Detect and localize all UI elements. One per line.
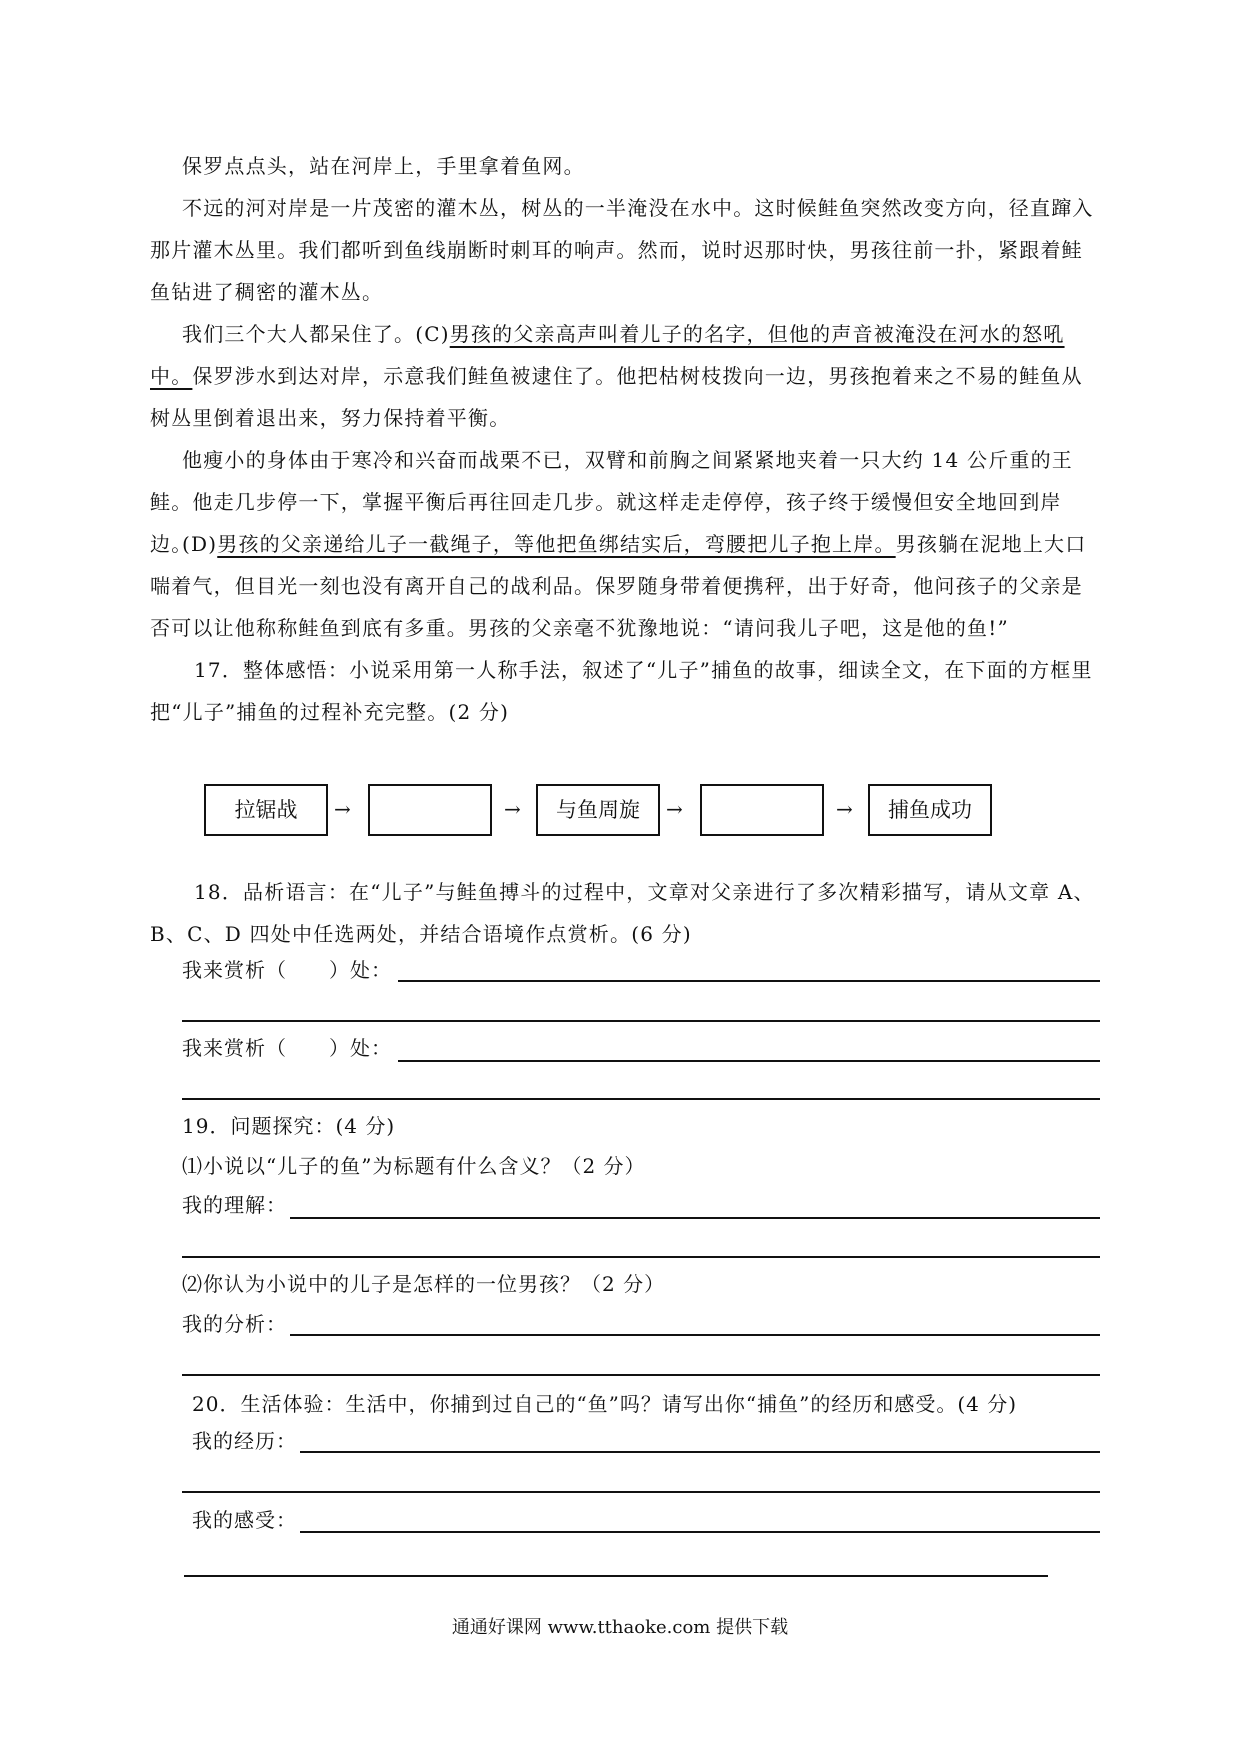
paragraph-3-lead: 我们三个大人都呆住了。(C) bbox=[182, 322, 450, 346]
paragraph-5-rest: 男孩躺在泥地上大口喘着气，但目光一刻也没有离开自己的战利品。保罗随身带着便携秤，出于好奇，他问孩子的父亲是否可以让他称称鲑鱼到底有多重。男孩的父亲毫不犹豫地说：“请问我儿子吧，这是他的鱼!” bbox=[150, 532, 1087, 640]
flow-arrow-1: → bbox=[334, 797, 351, 821]
q18-answer-line-4[interactable] bbox=[182, 1098, 1100, 1100]
flow-box-1: 拉锯战 bbox=[204, 784, 328, 836]
flow-box-2-blank[interactable] bbox=[368, 784, 492, 836]
q18-answer-line-3[interactable] bbox=[398, 1060, 1100, 1062]
q20-answer-label-2: 我的感受： bbox=[192, 1508, 297, 1532]
q19-answer-label-1: 我的理解： bbox=[182, 1193, 287, 1217]
q19-answer-label-2: 我的分析： bbox=[182, 1312, 287, 1336]
question-19-sub-1: ⑴小说以“儿子的鱼”为标题有什么含义？（2 分） bbox=[182, 1154, 646, 1178]
flow-box-4-blank[interactable] bbox=[700, 784, 824, 836]
q20-answer-line-1[interactable] bbox=[300, 1451, 1100, 1453]
q18-answer-label-1: 我来赏析（ ）处： bbox=[182, 958, 392, 982]
passage-paragraph-1: 保罗点点头，站在河岸上，手里拿着鱼网。 bbox=[182, 154, 585, 178]
flow-arrow-4: → bbox=[836, 797, 853, 821]
paragraph-5-lead: (D) bbox=[182, 532, 218, 556]
q18-answer-label-2: 我来赏析（ ）处： bbox=[182, 1036, 392, 1060]
q20-answer-line-3[interactable] bbox=[300, 1531, 1100, 1533]
question-19-sub-2: ⑵你认为小说中的儿子是怎样的一位男孩？（2 分） bbox=[182, 1272, 666, 1296]
q19-answer-line-3[interactable] bbox=[290, 1334, 1100, 1336]
q18-answer-line-2[interactable] bbox=[182, 1020, 1100, 1022]
underlined-sentence-c: 男孩的父亲高声叫着儿子的名字，但他的声音被淹没在河水的怒吼中。 bbox=[150, 322, 1065, 388]
passage-paragraph-3 bbox=[150, 313, 1100, 439]
question-20-text: 20．生活体验：生活中，你捕到过自己的“鱼”吗？请写出你“捕鱼”的经历和感受。(4 分) bbox=[192, 1392, 1018, 1416]
q20-answer-line-2[interactable] bbox=[182, 1491, 1100, 1493]
question-19-text: 19．问题探究：(4 分) bbox=[182, 1114, 396, 1138]
q20-answer-label-1: 我的经历： bbox=[192, 1429, 297, 1453]
fishing-process-flowchart bbox=[204, 784, 1004, 840]
passage-paragraph-5 bbox=[150, 523, 1100, 649]
q20-answer-line-4[interactable] bbox=[184, 1575, 1048, 1577]
q19-answer-line-4[interactable] bbox=[182, 1374, 1100, 1376]
underlined-sentence-d: 男孩的父亲递给儿子一截绳子，等他把鱼绑结实后，弯腰把儿子抱上岸。 bbox=[217, 532, 896, 556]
passage-paragraph-2: 不远的河对岸是一片茂密的灌木丛，树丛的一半淹没在水中。这时候鲑鱼突然改变方向，径直蹿入那片灌木丛里。我们都听到鱼线崩断时刺耳的响声。然而，说时迟那时快，男孩往前一扑，紧跟着鲑鱼钻进了稠密的灌木丛。 bbox=[150, 196, 1094, 304]
q19-answer-line-1[interactable] bbox=[290, 1217, 1100, 1219]
flow-arrow-3: → bbox=[666, 797, 683, 821]
passage-paragraph-4: 他瘦小的身体由于寒冷和兴奋而战栗不已，双臂和前胸之间紧紧地夹着一只大约 14 公斤重的王鲑。他走几步停一下，掌握平衡后再往回走几步。就这样走走停停，孩子终于缓慢但安全地回到岸边。 bbox=[150, 448, 1073, 556]
flow-arrow-2: → bbox=[504, 797, 521, 821]
paragraph-3-rest: 保罗涉水到达对岸，示意我们鲑鱼被逮住了。他把枯树枝拨向一边，男孩抱着来之不易的鲑鱼从树丛里倒着退出来，努力保持着平衡。 bbox=[150, 364, 1083, 430]
q18-answer-line-1[interactable] bbox=[398, 980, 1100, 982]
flow-box-3: 与鱼周旋 bbox=[536, 784, 660, 836]
question-17-text: 17．整体感悟：小说采用第一人称手法，叙述了“儿子”捕鱼的故事，细读全文，在下面的方框里把“儿子”捕鱼的过程补充完整。(2 分) bbox=[150, 658, 1093, 724]
q19-answer-line-2[interactable] bbox=[182, 1256, 1100, 1258]
page-footer: 通通好课网 www.tthaoke.com 提供下载 bbox=[451, 1617, 789, 1638]
question-18-text: 18．品析语言：在“儿子”与鲑鱼搏斗的过程中，文章对父亲进行了多次精彩描写，请从文章 A、B、C、D 四处中任选两处，并结合语境作点赏析。(6 分) bbox=[150, 880, 1095, 946]
flow-box-5: 捕鱼成功 bbox=[868, 784, 992, 836]
